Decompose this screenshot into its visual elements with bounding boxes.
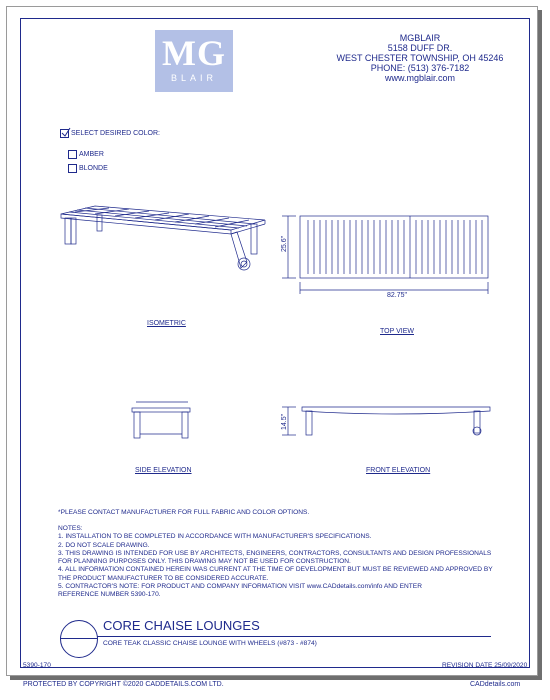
logo-mg-text: MG xyxy=(162,33,226,73)
isometric-drawing xyxy=(55,200,270,280)
notes-header: NOTES: xyxy=(58,525,83,532)
logo-sub-text: BLAIR xyxy=(170,73,217,83)
select-color-header: SELECT DESIRED COLOR: xyxy=(71,130,160,137)
note-line: 1. INSTALLATION TO BE COMPLETED IN ACCORDANCE WITH MANUFACTURER'S SPECIFICATIONS. xyxy=(58,533,372,541)
company-info xyxy=(330,33,510,83)
caddetails-link[interactable]: CADdetails.com xyxy=(470,681,521,688)
front-elevation-drawing xyxy=(278,395,498,445)
width-dimension: 25.6" xyxy=(281,235,288,252)
side-elevation-drawing xyxy=(128,398,198,444)
title-circle xyxy=(60,620,98,658)
company-address: 5158 DUFF DR. xyxy=(387,43,453,53)
note-line: REFERENCE NUMBER 5390-170. xyxy=(58,591,161,599)
note-line: 2. DO NOT SCALE DRAWING. xyxy=(58,541,150,549)
side-elevation-label: SIDE ELEVATION xyxy=(135,467,192,474)
title-circle-divider xyxy=(60,638,97,639)
contact-note: *PLEASE CONTACT MANUFACTURER FOR FULL FABRIC AND COLOR OPTIONS. xyxy=(58,509,310,516)
company-city: WEST CHESTER TOWNSHIP, OH 45246 xyxy=(336,53,504,63)
reference-number: 5390-170 xyxy=(23,662,51,669)
copyright-text: PROTECTED BY COPYRIGHT ©2020 CADDETAILS.COM LTD. xyxy=(23,681,224,688)
blonde-label: BLONDE xyxy=(79,165,108,172)
isometric-label: ISOMETRIC xyxy=(147,320,186,327)
top-view-label: TOP VIEW xyxy=(380,328,414,335)
amber-checkbox[interactable] xyxy=(68,150,77,159)
notes-block xyxy=(58,525,493,600)
mgblair-logo xyxy=(155,30,233,92)
note-line: 5. CONTRACTOR'S NOTE: FOR PRODUCT AND COMPANY INFORMATION VISIT www.CADdetails.com/info AND ENTER xyxy=(58,583,422,591)
drawing-title: CORE CHAISE LOUNGES xyxy=(103,618,260,633)
company-name: MGBLAIR xyxy=(399,33,441,43)
length-dimension: 82.75" xyxy=(387,292,408,299)
title-underline xyxy=(97,636,491,637)
company-website[interactable]: www.mgblair.com xyxy=(384,73,456,83)
note-line: 4. ALL INFORMATION CONTAINED HEREIN WAS CURRENT AT THE TIME OF DEVELOPMENT BUT MUST BE REVIEWED AND APPROVED BY xyxy=(58,566,493,574)
front-elevation-label: FRONT ELEVATION xyxy=(366,467,431,474)
drawing-subtitle: CORE TEAK CLASSIC CHAISE LOUNGE WITH WHEELS (#873 - #874) xyxy=(103,640,317,647)
company-phone: PHONE: (513) 376-7182 xyxy=(370,63,470,73)
revision-date: REVISION DATE 25/09/2020 xyxy=(442,662,528,669)
height-dimension: 14.5" xyxy=(281,413,288,430)
blonde-checkbox[interactable] xyxy=(68,164,77,173)
note-line: THE PRODUCT MANUFACTURER TO BE CONSIDERED ACCURATE. xyxy=(58,574,269,582)
note-line: FOR PLANNING PURPOSES ONLY. THIS DRAWING MAY NOT BE USED FOR CONSTRUCTION. xyxy=(58,558,351,566)
amber-label: AMBER xyxy=(79,151,104,158)
note-line: 3. THIS DRAWING IS INTENDED FOR USE BY ARCHITECTS, ENGINEERS, CONTRACTORS, CONSULTANTS AND DESIGN PROFESSIONALS xyxy=(58,549,492,557)
top-view-drawing xyxy=(278,212,498,304)
